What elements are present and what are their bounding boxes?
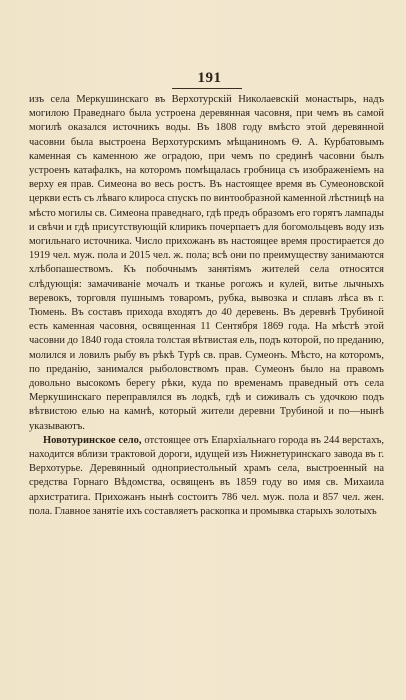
header-rule [172, 88, 242, 89]
paragraph-2 [29, 434, 384, 519]
paragraph-2-text: отстоящее отъ Епархіальнаго города въ 244 верстахъ, находится вблизи трактовой дороги, идущей изъ Нижнетуринскаго завода въ г. Верхотурье. Деревянный одноприестольный храмъ села, выстроенный на средства Горнаго Вѣдомства, освященъ въ 1859 году во имя св. Михаила архистратига. Прихожанъ нынѣ состоитъ 786 чел. муж. пола и 857 чел. жен. пола. Главное занятіе ихъ составляетъ раскопка и промывка старыхъ золотыхъ [29, 434, 385, 517]
page-number: 191 [197, 70, 222, 86]
paragraph-2-heading: Новотуринское село, [43, 434, 142, 446]
paragraph-1: изъ села Меркушинскаго въ Верхотурскій Николаевскій монастырь, надъ могилою Праведнаго была устроена деревянная часовня, при чемъ въ самой могилѣ оказался источникъ воды. Въ 1808 году вмѣсто этой деревянной часовни была выстроена Верхотурскимъ мѣщаниномъ Ѳ. А. Курбатовымъ каменная съ каменною же оградою, при чемъ по срединѣ часовни былъ устроенъ катафалкъ, на которомъ помѣщалась гробница съ изображеніемъ на верху ея прав. Симеона во весь ростъ. Въ настоящее время въ Сумеоновской церкви есть съ лѣваго клироса спускъ по винтообразной каменной лѣстницѣ на мѣсто могилы св. Симеона праведнаго, гдѣ предъ образомъ его горятъ лампады и свѣчи и гдѣ присутствующій клирикъ почерпаетъ для богомольцевъ воду изъ могильнаго источника. Число прихожанъ въ настоящее время простирается до 1919 чел. муж. пола и 2015 чел. ж. пола; всѣ они по преимуществу занимаются хлѣбопашествомъ. Къ побочнымъ занятіямъ жителей села относятся слѣдующія: замачиваніе мочалъ и тканье рогожъ и кулей, витье лычныхъ веревокъ, торговля пушнымъ товаромъ, рубка, вывозка и сплавъ лѣса въ г. Тюмень. Въ составъ прихода входятъ до 40 деревень. Въ деревнѣ Трубиной есть каменная часовня, освященная 11 Сентября 1869 года. На мѣстѣ этой часовни до 1840 года стояла толстая вѣтвистая ель, подъ которой, по преданию, молился и ловилъ рыбу въ рѣкѣ Турѣ св. прав. Сумеонъ. Мѣсто, на которомъ, по преданію, занимался рыболовствомъ прав. Сумеонъ было на правомъ довольно высокомъ берегу рѣки, куда по временамъ праведный отъ села Меркушинскаго переправлялся въ лодкѣ, гдѣ и сиживалъ съ удочкою подъ вѣтвистою елью на камнѣ, который жители деревни Трубиной и по—нынѣ указываютъ. [29, 94, 384, 432]
body-text [29, 93, 384, 519]
